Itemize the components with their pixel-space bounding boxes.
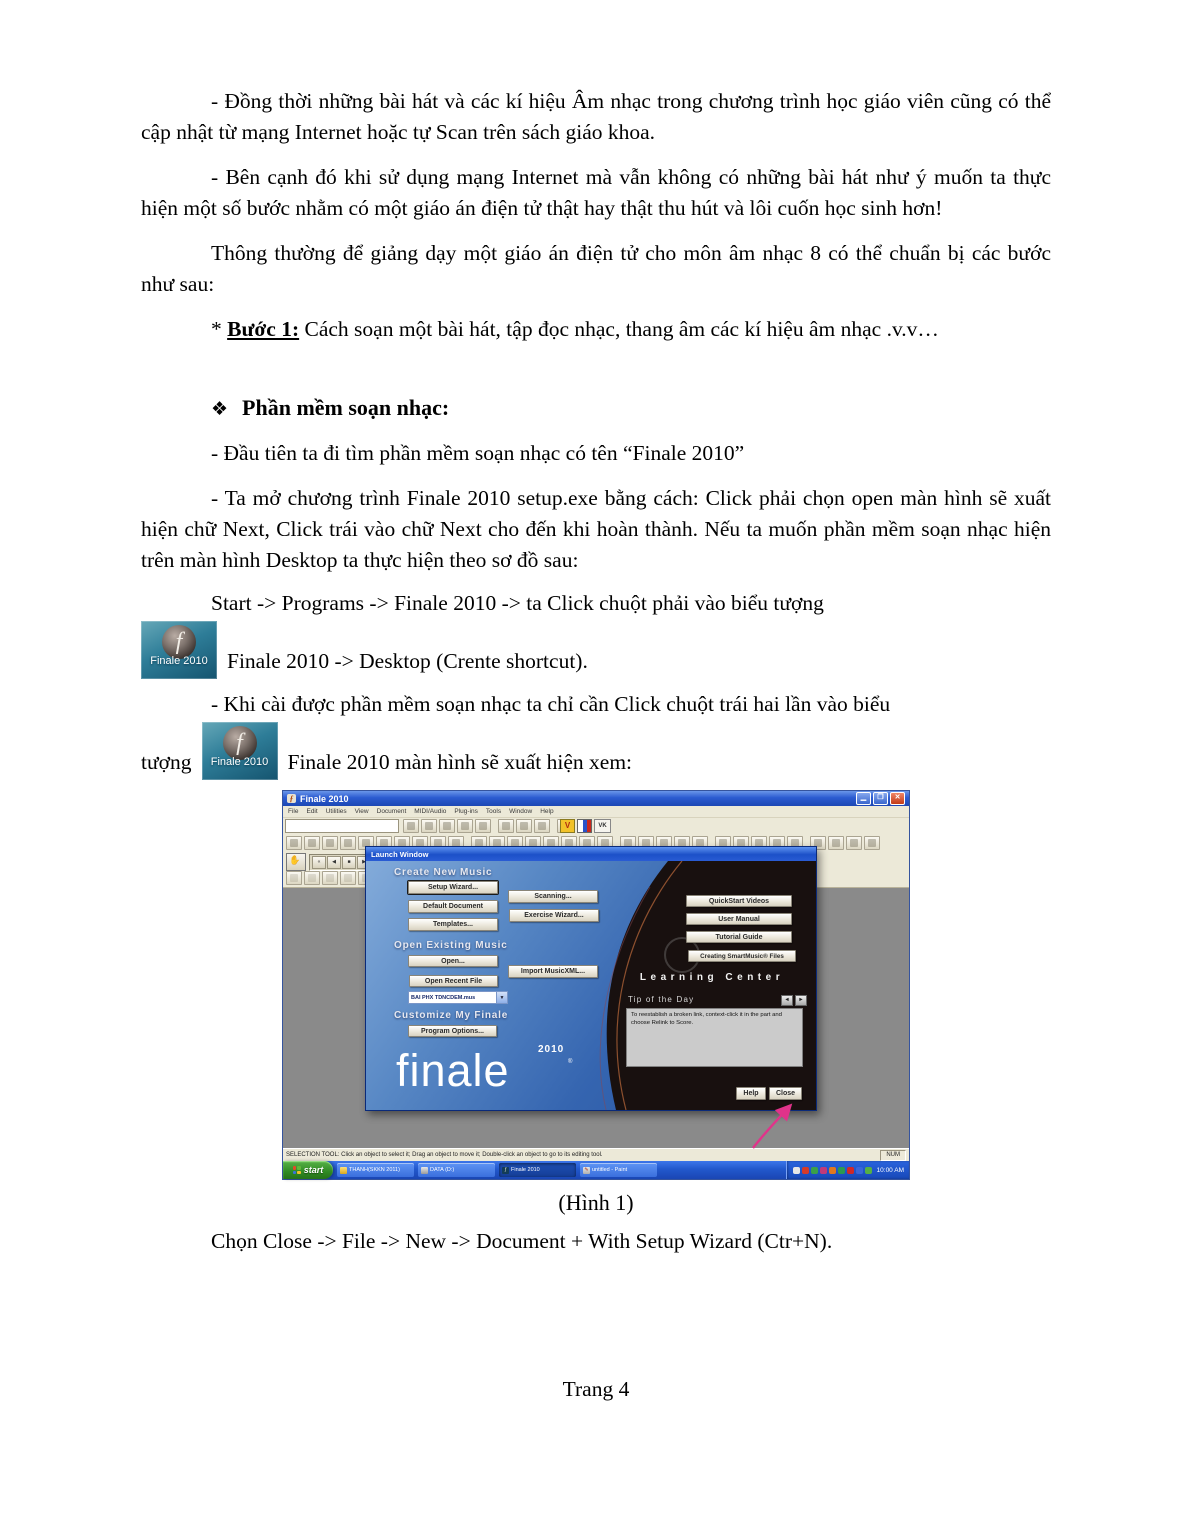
close-button: Close [769,1087,802,1100]
playback-icon: ◀ [327,856,341,869]
finale-logo [396,1044,586,1102]
shortcut-line-2-prefix: tượng [141,750,192,774]
drive-icon [421,1167,428,1174]
paragraph-start-programs: Start -> Programs -> Finale 2010 -> ta Click chuột phải vào biểu tượng [211,591,824,615]
finale-window-title: Finale 2010 [300,793,349,804]
toolbar-icon [304,871,320,885]
tray-icon [838,1167,845,1174]
num-lock-indicator: NUM [880,1150,906,1161]
toolbar-icon [498,819,514,833]
tray-icon [793,1167,800,1174]
taskbar [283,1161,909,1179]
toolbar-icon [340,836,356,850]
toolbar-icon [322,836,338,850]
clock: 10:00 AM [876,1166,904,1174]
tip-nav [781,995,807,1006]
window-controls [856,792,905,805]
diamond-bullet-icon: ❖ [211,398,229,420]
program-options-button: Program Options... [408,1025,497,1037]
tray-icon [829,1167,836,1174]
toolbar-row-colored [560,819,613,833]
quickstart-videos-button: QuickStart Videos [686,895,792,907]
windows-flag-icon [293,1166,301,1174]
finale-desktop-icon [202,722,278,780]
restore-icon: ❐ [873,792,888,805]
tip-next-icon: ► [795,995,807,1006]
taskbar-item-thanh-folder: THANH(SKKN 2011) [337,1163,414,1177]
status-bar-text: SELECTION TOOL: Click an object to select it; Drag an object to move it; Double-click an object to go to its editing tool. [286,1152,603,1158]
finale-sphere-icon: f [162,625,196,659]
tip-prev-icon: ◄ [781,995,793,1006]
paragraph-step1 [141,314,1051,345]
start-button: start [283,1161,333,1179]
paragraph-khi-cai: - Khi cài được phần mềm soạn nhạc ta chỉ cần Click chuột trái hai lần vào biểu [211,692,891,716]
folder-icon [340,1167,347,1174]
system-tray [786,1161,909,1179]
tutorial-guide-button: Tutorial Guide [686,931,792,943]
menu-file: File [288,808,299,815]
toolbar-icon [846,836,862,850]
toolbar-icon [403,819,419,833]
step1-text: Cách soạn một bài hát, tập đọc nhạc, thang âm các kí hiệu âm nhạc .v.v… [299,317,939,341]
vk-playback-icon: VK [594,819,611,833]
toolbar-icon [421,819,437,833]
menu-edit: Edit [306,808,318,815]
toolbar-icon [475,819,491,833]
open-button: Open... [408,955,498,967]
toolbar-row-main [403,819,580,833]
toolbar-icon [439,819,455,833]
launch-window-title: Launch Window [371,849,429,859]
status-bar [283,1148,909,1161]
menu-plugins: Plug-ins [454,808,478,815]
registered-mark: ® [568,1059,573,1065]
tray-icon [820,1167,827,1174]
section-heading-text: Phần mềm soạn nhạc: [242,395,450,420]
playback-icon: « [312,856,326,869]
menu-midi-audio: MIDI/Audio [414,808,447,815]
tip-of-the-day-label: Tip of the Day [628,995,695,1004]
playback-icon: ▶ [357,856,371,869]
paragraph-ben-canh: - Bên cạnh đó khi sử dụng mạng Internet mà vẫn không có những bài hát như ý muốn ta thực hiện một số bước nhằm có một giáo án điện tử thật hay thật thu hút và lôi cuốn học sinh hơn! [141,165,1051,220]
toolbar-icon [457,819,473,833]
tray-icon [811,1167,818,1174]
exercise-wizard-button: Exercise Wizard... [509,909,599,922]
message-bar [285,819,399,833]
finale-icon-label: Finale 2010 [210,756,269,768]
launch-window-body [366,861,816,1110]
menu-window: Window [509,808,533,815]
toolbar-icon [286,836,302,850]
menu-document: Document [376,808,407,815]
scanning-button: Scanning... [508,890,598,903]
page-number: Trang 4 [562,1377,630,1401]
close-icon: ✕ [890,792,905,805]
shortcut-line-2-text: Finale 2010 màn hình sẽ xuất hiện xem: [287,750,633,774]
paint-icon: ✎ [584,1166,589,1173]
launch-window-dialog [365,846,817,1111]
paragraph-thong-thuong: Thông thường để giảng dạy một giáo án điện tử cho môn âm nhạc 8 có thể chuẩn bị các bước như sau: [141,241,1051,296]
tip-text-box: To reestablish a broken link, context-click it in the part and choose Relink to Score. [626,1008,803,1067]
paragraph-dau-tien: - Đầu tiên ta đi tìm phần mềm soạn nhạc có tên “Finale 2010” [211,441,745,465]
minimize-icon: ▁ [856,792,871,805]
finale-logo-word: finale [396,1045,510,1096]
step1-marker: * [211,317,228,341]
finale-icon: f [502,1167,509,1174]
learning-center-label: Learning Center [639,972,785,983]
hand-grabber-icon [286,853,306,871]
playback-icon: ■ [342,856,356,869]
open-recent-file-button: Open Recent File [409,975,498,987]
chevron-down-icon: ▼ [496,992,507,1003]
user-manual-button: User Manual [686,913,792,925]
shortcut-line-1-text: Finale 2010 -> Desktop (Crente shortcut). [227,649,588,673]
default-document-button: Default Document [408,900,498,913]
finale-window-titlebar [283,791,909,806]
finale-menubar [283,806,909,818]
shortcut-line-2 [141,722,1051,780]
help-button: Help [736,1087,766,1100]
launch-window-titlebar [366,847,816,861]
creating-smartmusic-button: Creating SmartMusic® Files [688,950,796,962]
paragraph-update-internet: - Đồng thời những bài hát và các kí hiệu Âm nhạc trong chương trình học giáo viên cũng có thể cập nhật từ mạng Internet hoặc tự Scan trên sách giáo khoa. [141,89,1051,144]
finale-desktop-icon [141,621,217,679]
tray-icon [847,1167,854,1174]
taskbar-item-paint: ✎ untitled - Paint [580,1163,657,1177]
menu-view: View [354,808,369,815]
menu-help: Help [540,808,554,815]
paragraph-chon-close: Chọn Close -> File -> New -> Document + With Setup Wizard (Ctr+N). [211,1229,833,1253]
tray-icons [793,1167,872,1174]
figure-finale-screenshot [282,790,910,1180]
toolbar-icon [864,836,880,850]
create-new-music-heading: Create New Music [394,867,493,878]
menu-tools: Tools [485,808,502,815]
toolbar-icon [304,836,320,850]
customize-my-finale-heading: Customize My Finale [394,1010,509,1021]
section-heading-software [141,391,1051,426]
recent-file-value: BAI PHX TDNCDEM.mus [411,994,476,1001]
tray-icon [802,1167,809,1174]
tray-icon [865,1167,872,1174]
toolbar-icon [516,819,532,833]
figure-caption: (Hình 1) [558,1190,634,1215]
toolbar-icon [286,871,302,885]
toolbar-icon [322,871,338,885]
recent-file-dropdown [408,991,508,1004]
toolbar-icon [534,819,550,833]
taskbar-item-data-drive: DATA (D:) [418,1163,495,1177]
speedy-entry-icon: V [560,819,575,833]
finale-icon-label: Finale 2010 [150,655,208,667]
import-musicxml-button: Import MusicXML... [508,965,598,978]
toolbar-icon [340,871,356,885]
open-existing-music-heading: Open Existing Music [394,940,508,951]
toolbar-icon [828,836,844,850]
mixer-icon [577,819,592,833]
step1-label: Bước 1: [227,317,300,341]
finale-logo-year: 2010 [538,1044,565,1055]
menu-utilities: Utilities [325,808,347,815]
taskbar-item-finale: f Finale 2010 [499,1163,576,1177]
finale-app-icon: ƒ [287,794,296,803]
finale-sphere-icon: f [223,726,257,760]
shortcut-line-1 [141,621,1051,679]
tray-icon [856,1167,863,1174]
setup-wizard-button: Setup Wizard... [408,881,498,894]
paragraph-setup-exe: - Ta mở chương trình Finale 2010 setup.exe bằng cách: Click phải chọn open màn hình sẽ xuất hiện chữ Next, Click trái vào chữ Next cho đến khi hoàn thành. Nếu ta muốn phần mềm soạn nhạc hiện trên màn hình Desktop ta thực hiện theo sơ đồ sau: [141,486,1051,572]
templates-button: Templates... [408,918,498,931]
